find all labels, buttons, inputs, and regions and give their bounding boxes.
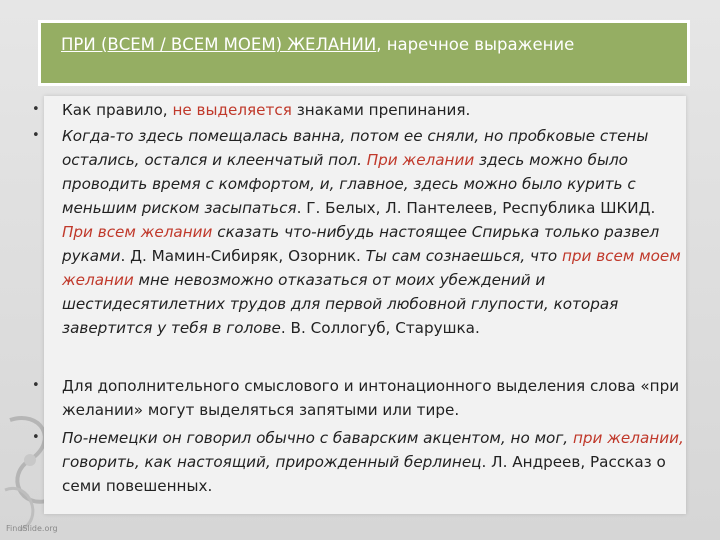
bullet-2: • xyxy=(32,128,40,143)
item-2-example-2: сказать что-нибудь настоящее Спирька только развел руками xyxy=(62,223,660,265)
bullet-1: • xyxy=(32,102,40,117)
item-1-text-a: Как правило, xyxy=(62,101,173,119)
list-item-1 xyxy=(62,98,692,122)
title-main: ПРИ (ВСЕМ / ВСЕМ МОЕМ) ЖЕЛАНИИ xyxy=(61,35,377,54)
item-4-highlight: при желании, xyxy=(572,429,684,447)
item-2-source-3: . В. Соллогуб, Старушка. xyxy=(280,319,480,337)
item-2-highlight-2: При всем желании xyxy=(62,223,213,241)
item-2-highlight-1: При желании xyxy=(366,151,475,169)
watermark: FindSlide.org xyxy=(6,524,58,533)
item-4-example: По-немецки он говорил обычно с баварским акцентом, но мог, xyxy=(62,429,573,447)
item-1-text-b: знаками препинания. xyxy=(291,101,471,119)
title-bar xyxy=(41,23,687,83)
item-1-highlight: не выделяется xyxy=(172,101,292,119)
item-4-source: . Л. Андреев, Рассказ о семи повешенных. xyxy=(62,453,666,495)
list-item-3: Для дополнительного смыслового и интонационного выделения слова «при желании» могут выделяться запятыми или тире. xyxy=(62,377,680,419)
list-item-4 xyxy=(62,426,692,498)
item-2-example-3: Ты сам сознаешься, что xyxy=(365,247,562,265)
item-2-example-1-cont: здесь можно было проводить время с комфортом, и, главное, здесь можно было курить с меньшим риском засыпаться xyxy=(62,151,636,217)
list-item-2 xyxy=(62,124,688,340)
bullet-4: • xyxy=(32,430,40,445)
item-2-example-1: Когда-то здесь помещалась ванна, потом ее сняли, но пробковые стены остались, остался и клеенчатый пол. xyxy=(62,127,649,169)
item-2-source-1: . Г. Белых, Л. Пантелеев, Республика ШКИД. xyxy=(296,199,656,217)
item-2-example-3-cont: мне невозможно отказаться от моих убеждений и шестидесятилетних трудов для первой любовной глупости, которая завертится у тебя в голове xyxy=(62,271,619,337)
item-4-example-cont: говорить, как настоящий, прирожденный берлинец xyxy=(62,453,482,471)
item-2-source-2: . Д. Мамин-Сибиряк, Озорник. xyxy=(120,247,366,265)
bullet-3: • xyxy=(32,378,40,393)
title-rest: , наречное выражение xyxy=(376,35,575,54)
title-frame xyxy=(38,20,690,86)
item-2-highlight-3: при всем моем желании xyxy=(62,247,681,289)
